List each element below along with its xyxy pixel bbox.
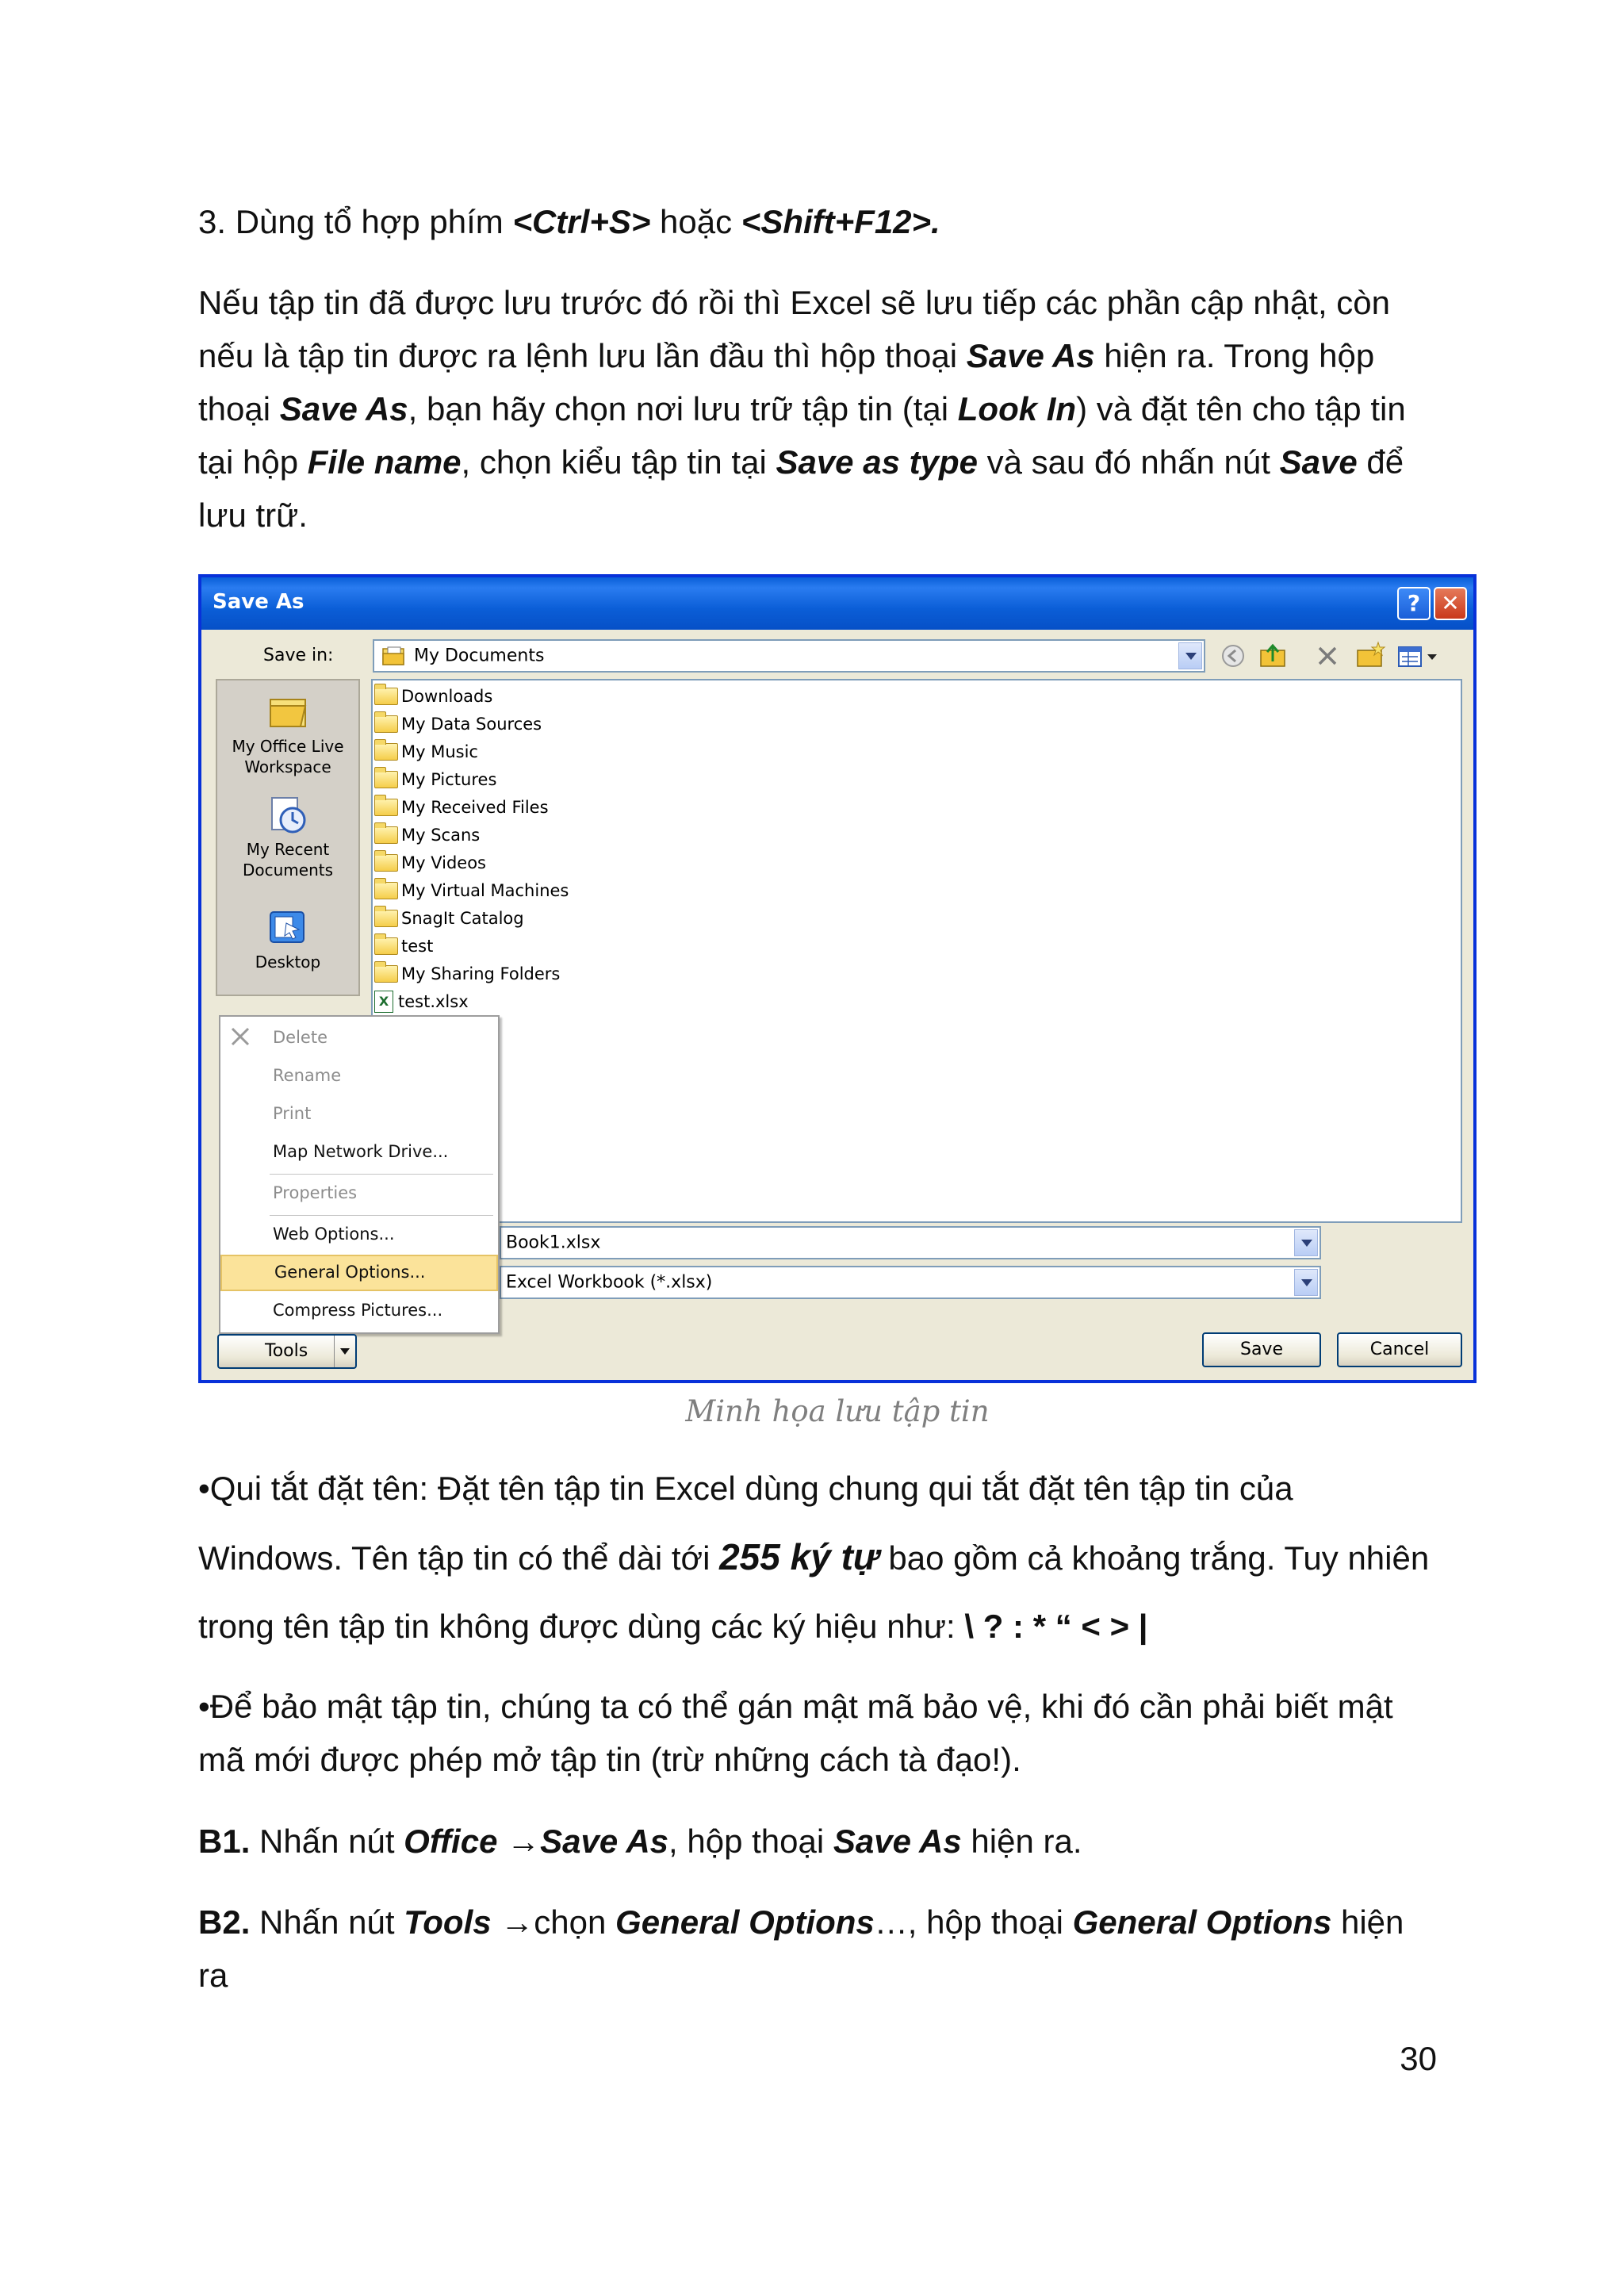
list-item-label: Downloads [401,686,493,706]
list-item[interactable] [374,932,433,960]
list-item-label: My Virtual Machines [401,880,569,900]
key-ctrl-s: <Ctrl+S> [512,203,651,240]
menu-item-rename[interactable]: Rename [273,1066,342,1085]
list-item[interactable] [374,682,492,710]
dialog-title: Save As [213,590,304,614]
list-item-label: My Data Sources [401,714,542,734]
para1-c: , bạn hãy chọn nơi lưu trữ tập tin (tại [408,390,958,427]
menu-separator [270,1215,493,1216]
save-as-dialog [198,574,1477,1383]
folder-icon [374,771,398,788]
para1-filename: File name [307,443,462,481]
help-icon: ? [1407,590,1421,616]
page-number: 30 [1400,2040,1437,2077]
menu-item-general-options[interactable]: General Options... [220,1255,498,1291]
menu-item-delete[interactable]: Delete [273,1028,327,1047]
folder-icon [374,937,398,955]
dialog-titlebar [201,577,1473,630]
step3-prefix: 3. Dùng tổ hợp phím [198,203,513,240]
new-folder-icon[interactable] [1354,639,1386,671]
b1-saveas: Save As [540,1823,669,1860]
recent-documents-icon [266,795,310,836]
menu-item-properties[interactable]: Properties [273,1183,358,1202]
menu-item-compress-pictures[interactable]: Compress Pictures... [273,1301,443,1320]
file-name-value: Book1.xlsx [506,1232,601,1253]
security-paragraph: •Để bảo mật tập tin, chúng ta có thể gán mật mã bảo vệ, khi đó cần phải biết mật mã mới được phép mở tập tin (trừ những cách tà đạo!). [198,1688,1393,1778]
key-shift-f12: <Shift+F12>. [741,203,940,240]
b2-tools: Tools [404,1903,492,1941]
tools-button[interactable] [217,1334,357,1369]
para1-lookin: Look In [957,390,1077,427]
places-bar [216,679,360,996]
views-icon[interactable] [1396,641,1442,671]
list-item-label: My Sharing Folders [401,964,561,983]
b1-c: hiện ra. [961,1823,1082,1860]
folder-icon [374,882,398,899]
save-in-label: Save in: [263,646,334,665]
menu-item-web-options[interactable]: Web Options... [273,1225,395,1244]
desktop-icon [266,907,310,949]
folder-icon [266,692,310,733]
list-item[interactable] [374,987,469,1015]
step3-line [198,195,1435,248]
list-item-label: My Videos [401,853,486,872]
place-recent-documents[interactable] [217,795,358,880]
list-item[interactable] [374,738,478,765]
save-button[interactable]: Save [1202,1332,1321,1367]
para1-saveas2: Save As [279,390,408,427]
list-item[interactable] [374,821,480,849]
menu-item-map-network-drive[interactable]: Map Network Drive... [273,1142,449,1161]
folder-icon [374,715,398,733]
b2-c: …, hộp thoại [874,1903,1073,1941]
chevron-down-icon[interactable] [1294,1229,1318,1256]
list-item[interactable] [374,849,486,876]
chevron-down-icon [334,1336,355,1367]
para1-a: Nếu tập tin đã được lưu trước đó rồi thì Excel sẽ lưu tiếp các phần cập nhật, còn nếu là tập tin được ra lệnh lưu lần đầu thì hộp thoại [198,284,1390,374]
save-as-type-value: Excel Workbook (*.xlsx) [506,1272,713,1293]
shared-folder-icon [374,965,398,983]
intro-paragraph [198,276,1435,542]
rule-b: bao gồm cả khoảng trắng. Tuy nhiên trong tên tập tin không được dùng các ký hiệu như: [198,1539,1430,1645]
save-in-value: My Documents [414,646,545,666]
my-documents-icon [381,646,408,668]
video-folder-icon [374,854,398,872]
place-office-live-label: My Office Live Workspace [232,737,344,776]
arrow-right-icon: → [497,1823,541,1860]
list-item-label: My Scans [401,825,481,845]
b1-b: , hộp thoại [668,1823,833,1860]
list-item-label: test [401,936,434,956]
b1-office: Office [404,1823,498,1860]
list-item[interactable] [374,710,542,738]
list-item-label: My Pictures [401,769,497,789]
folder-icon [374,910,398,927]
place-desktop-label: Desktop [255,953,321,972]
list-item[interactable] [374,765,496,793]
b2-d: hiện ra [198,1903,1404,1994]
delete-icon[interactable] [1313,641,1342,671]
step3-mid: hoặc [650,203,741,240]
folder-icon [374,826,398,844]
para1-e: , chọn kiểu tập tin tại [461,443,776,481]
para1-f: và sau đó nhấn nút [977,443,1280,481]
b2-b: chọn [534,1903,616,1941]
list-item[interactable] [374,793,549,821]
menu-separator [270,1174,493,1175]
list-item-label: SnagIt Catalog [401,908,524,928]
place-desktop[interactable] [217,907,358,972]
file-name-input[interactable] [500,1226,1321,1259]
step-b2 [198,1895,1435,2002]
list-item-label: test.xlsx [398,991,469,1011]
save-in-combo[interactable] [373,639,1205,673]
para1-b: hiện ra. Trong hộp thoại [198,337,1375,427]
menu-item-print[interactable]: Print [273,1104,312,1123]
save-as-type-select[interactable] [500,1266,1321,1299]
para1-saveastype: Save as type [776,443,978,481]
b2-general: General Options [615,1903,875,1941]
b2-general2: General Options [1072,1903,1332,1941]
para1-d: ) và đặt tên cho tập tin tại hộp [198,390,1406,481]
rule-symbols: \ ? : * “ < > | [964,1608,1148,1645]
arrow-right-icon: → [491,1903,534,1941]
back-icon[interactable] [1218,641,1248,671]
para1-g: để lưu trữ. [198,443,1404,534]
excel-file-icon: X [374,991,393,1013]
b1-a: Nhấn nút [250,1823,404,1860]
close-icon: ✕ [1441,590,1460,616]
list-item[interactable] [374,960,560,987]
place-office-live[interactable] [217,692,358,777]
file-list [371,679,1462,1223]
tools-menu [219,1015,500,1334]
list-item[interactable] [374,876,569,904]
para1-saveas1: Save As [966,337,1095,374]
rule-255-chars: 255 ký tự [719,1536,879,1577]
chevron-down-icon[interactable] [1178,642,1202,669]
close-button[interactable] [1434,587,1467,620]
b1-saveas2: Save As [833,1823,962,1860]
place-recent-documents-label: My Recent Documents [242,840,334,880]
step-b1 [198,1815,1435,1868]
naming-rule-paragraph [198,1455,1435,1661]
list-item[interactable] [374,904,524,932]
b2-label: B2. [198,1903,251,1941]
folder-icon [374,688,398,705]
b2-a: Nhấn nút [250,1903,404,1941]
b1-label: B1. [198,1823,251,1860]
list-item-label: My Received Files [401,797,549,817]
folder-icon [374,743,398,761]
list-item-label: My Music [401,742,478,761]
chevron-down-icon[interactable] [1294,1269,1318,1296]
para1-save: Save [1279,443,1358,481]
help-button[interactable] [1397,587,1431,620]
up-folder-icon[interactable] [1258,641,1289,671]
rule-a: •Qui tắt đặt tên: Đặt tên tập tin Excel dùng chung qui tắt đặt tên tập tin của Windows. Tên tập tin có thể dài tới [198,1470,1293,1577]
cancel-button[interactable]: Cancel [1337,1332,1462,1367]
tools-button-label: Tools [265,1341,308,1361]
folder-icon [374,799,398,816]
figure-caption: Minh họa lưu tập tin [685,1394,990,1428]
